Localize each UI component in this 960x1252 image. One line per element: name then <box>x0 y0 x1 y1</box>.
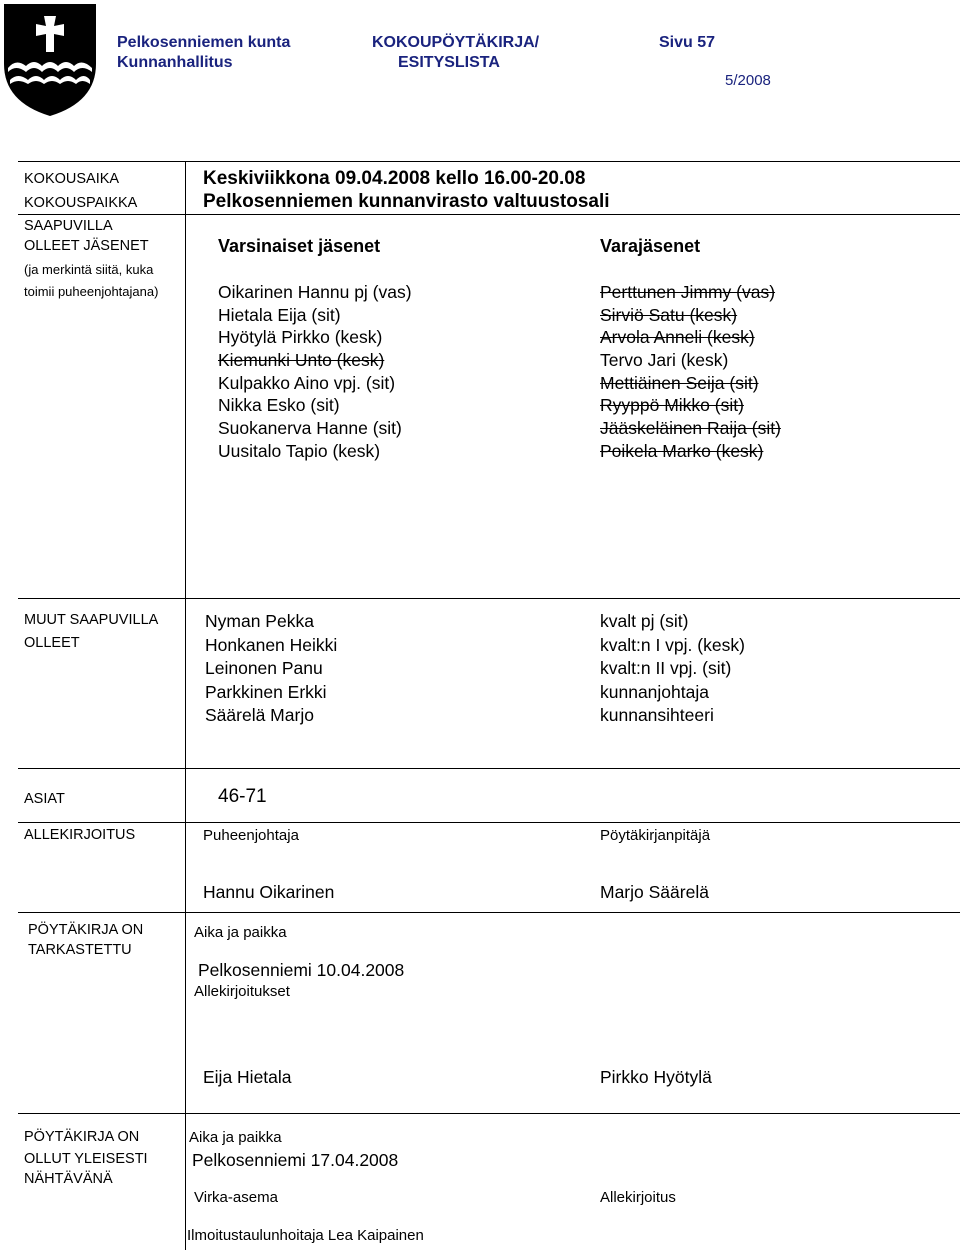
others-label-1: MUUT SAAPUVILLA <box>24 612 159 628</box>
list-item: Hyötylä Pirkko (kesk) <box>218 327 383 348</box>
deputies-heading: Varajäsenet <box>600 236 701 256</box>
list-item: kvalt pj (sit) <box>600 611 689 631</box>
notice-board-official: Ilmoitustaulunhoitaja Lea Kaipainen <box>187 1227 424 1244</box>
list-item: Parkkinen Erkki <box>205 681 327 702</box>
list-item: Honkanen Heikki <box>205 634 338 655</box>
divider <box>18 768 960 769</box>
page-number: Sivu 57 <box>659 34 716 51</box>
others-label-2: OLLEET <box>24 635 80 651</box>
column-divider <box>185 768 186 912</box>
matters-label: ASIAT <box>24 791 65 807</box>
list-item: Tervo Jari (kesk) <box>600 350 729 371</box>
meeting-place-label: KOKOUSPAIKKA <box>24 195 138 211</box>
chair-name: Hannu Oikarinen <box>203 882 335 902</box>
divider <box>18 912 960 913</box>
chair-title: Puheenjohtaja <box>203 827 299 844</box>
others-roles <box>600 610 745 728</box>
public-time-place-label: Aika ja paikka <box>189 1129 282 1146</box>
secretary-title: Pöytäkirjanpitäjä <box>600 827 711 844</box>
divider <box>18 822 960 823</box>
list-item: kunnanjohtaja <box>600 681 709 702</box>
column-divider <box>185 161 186 598</box>
public-signature-label: Allekirjoitus <box>600 1189 676 1206</box>
checked-label-2: TARKASTETTU <box>28 942 132 958</box>
checked-label-1: PÖYTÄKIRJA ON <box>28 922 144 938</box>
list-item: Sirviö Satu (kesk) <box>600 304 738 325</box>
list-item: Leinonen Panu <box>205 658 323 678</box>
meeting-time-value: Keskiviikkona 09.04.2008 kello 16.00-20.08 <box>203 168 586 189</box>
list-item: Nikka Esko (sit) <box>218 395 340 416</box>
list-item: Jääskeläinen Raija (sit) <box>600 418 781 439</box>
list-item: Uusitalo Tapio (kesk) <box>218 440 381 461</box>
checked-time-place-value: Pelkosenniemi 10.04.2008 <box>198 960 405 980</box>
meeting-place-value: Pelkosenniemen kunnanvirasto valtuustosali <box>203 191 610 212</box>
attendees-label-2: OLLEET JÄSENET <box>24 238 149 254</box>
attendees-label-3: (ja merkintä siitä, kuka <box>24 262 154 277</box>
list-item: Mettiäinen Seija (sit) <box>600 372 759 393</box>
list-item: Nyman Pekka <box>205 611 314 631</box>
public-label-2: OLLUT YLEISESTI <box>24 1151 148 1167</box>
deputies-list <box>600 281 781 463</box>
secretary-name: Marjo Säärelä <box>600 882 709 902</box>
public-label-3: NÄHTÄVÄNÄ <box>24 1171 113 1187</box>
coat-of-arms-logo <box>2 2 98 118</box>
public-label-1: PÖYTÄKIRJA ON <box>24 1129 140 1145</box>
list-item: Perttunen Jimmy (vas) <box>600 282 776 302</box>
signature-label: ALLEKIRJOITUS <box>24 827 136 843</box>
matters-value: 46-71 <box>218 786 267 807</box>
checked-signatures-label: Allekirjoitukset <box>194 983 290 1000</box>
list-item: Poikela Marko (kesk) <box>600 440 764 461</box>
checker-1: Eija Hietala <box>203 1067 292 1087</box>
others-names <box>205 610 337 728</box>
column-divider <box>185 912 186 1113</box>
divider <box>18 1113 960 1114</box>
list-item: kunnansihteeri <box>600 705 714 725</box>
members-list <box>218 281 412 463</box>
meeting-number: 5/2008 <box>725 72 771 89</box>
attendees-label-1: SAAPUVILLA <box>24 218 113 234</box>
members-heading: Varsinaiset jäsenet <box>218 236 381 256</box>
org-name: Pelkosenniemen kunta <box>117 34 291 51</box>
list-item: kvalt:n I vpj. (kesk) <box>600 634 745 655</box>
office-label: Virka-asema <box>194 1189 278 1206</box>
checker-2: Pirkko Hyötylä <box>600 1067 712 1087</box>
list-item: Ryyppö Mikko (sit) <box>600 395 744 416</box>
public-time-place-value: Pelkosenniemi 17.04.2008 <box>192 1150 399 1170</box>
list-item: Arvola Anneli (kesk) <box>600 327 755 348</box>
list-item: kvalt:n II vpj. (sit) <box>600 658 732 678</box>
list-item: Kulpakko Aino vpj. (sit) <box>218 372 396 393</box>
list-item: Kiemunki Unto (kesk) <box>218 350 385 371</box>
list-item: Suokanerva Hanne (sit) <box>218 418 402 439</box>
body-name: Kunnanhallitus <box>117 54 233 71</box>
column-divider <box>185 598 186 768</box>
divider <box>18 598 960 599</box>
column-divider <box>185 1113 186 1250</box>
list-item: Hietala Eija (sit) <box>218 304 341 325</box>
list-item: Säärelä Marjo <box>205 705 314 725</box>
divider <box>18 161 960 162</box>
meeting-time-label: KOKOUSAIKA <box>24 171 120 187</box>
doc-type-line1: KOKOUPÖYTÄKIRJA/ <box>372 34 540 51</box>
attendees-label-4: toimii puheenjohtajana) <box>24 284 159 299</box>
doc-type-line2: ESITYSLISTA <box>398 54 500 71</box>
divider <box>18 214 960 215</box>
list-item: Oikarinen Hannu pj (vas) <box>218 282 412 302</box>
checked-time-place-label: Aika ja paikka <box>194 924 287 941</box>
